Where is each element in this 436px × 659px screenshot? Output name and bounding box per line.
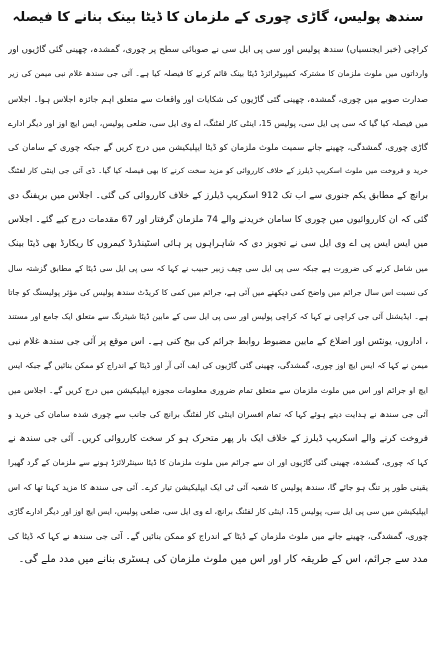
article-line: ہے۔ ایڈیشنل آئی جی کراچی نے کہا کہ کراچی پولیس اور سی پی ایل سی کے مابین ڈیٹا شیئرنگ سے متعلق ایک جامع اور مستند [8,312,428,322]
article-line: گئی کہ ان کارروائیوں میں چوری کا سامان خریدنے والے 74 ملزمان گرفتار اور 67 مقدمات درج کیے گئے۔ اجلاس [8,215,428,226]
article-line: خرید و فروخت میں ملوث اسکریپ ڈیلرز کے خلاف کارروائی کو مزید سخت کرنے کا بھی فیصلہ کیا گیا۔ ڈی آئی جی اینٹی کار لفٹنگ [8,166,428,176]
article-line: ایپلیکیشن میں سی پی ایل سی، پولیس 15، اینٹی کار لفٹنگ برانچ، اے وی ایل سی، ضلعی پولیس، ایس ایچ اوز اور دیگر ادارے گاڑی [8,506,428,516]
article-line: ، اداروں، یونٹس اور اضلاع کے مابین مضبوط روابط جرائم کی بیخ کنی ہے۔ اس موقع پر آئی جی سندھ غلام نبی [8,336,428,347]
article-line: وارداتوں میں ملوث ملزمان کا مشترکہ کمپیوٹرائزڈ ڈیٹا بینک قائم کرنے کا فیصلہ کیا ہے۔ آئی جی سندھ غلام نبی میمن کی زیر [8,69,428,79]
article-line: مدد سے جرائم، اس کے طریقہ کار اور اس میں ملوث ملزمان کی ہسٹری بنانے میں مدد ملے گی۔ [18,554,428,566]
article-line: میں شامل کرنے کی ضرورت ہے جبکہ سی پی ایل سی چیف زبیر حبیب نے کہا کہ سی پی ایل سی ڈیٹا کے مطابق گزشتہ سال [8,263,428,273]
article-line: کراچی (خبر ایجنسیاں) سندھ پولیس اور سی پی ایل سی نے صوبائی سطح پر چوری، گمشدہ، چھینی گئی گاڑیوں اور [8,45,428,55]
article-line: میں ایس ایس پی اے وی ایل سی نے تجویز دی کہ شاہراہوں پر ہائی اسٹینڈرڈ کیمروں کا ریکارڈ بھی ڈیٹا بینک [8,239,428,250]
article-line: فروخت کرنے والے اسکریپ ڈیلرز کے خلاف ایک بار پھر متحرک ہو کر سخت کارروائی کریں۔ آئی جی سندھ نے [8,433,428,444]
article-line: ایچ او جرائم اور اس میں ملوث ملزمان سے متعلق تمام ضروری معلومات مجوزہ ایپلیکیشن میں درج کریں گے۔ اجلاس میں [8,385,428,396]
article-line: میمن نے کہا کہ ایس ایچ اوز چوری، گمشدگی، چھینی گئی گاڑیوں کی ایف آئی آر اور ڈیٹا کے اندراج کو ممکن بنائیں گے جبکہ ایس [8,360,428,370]
article-line: میں فیصلہ کیا گیا کہ سی پی ایل سی، پولیس 15، اینٹی کار لفٹنگ، اے وی ایل سی، ضلعی پولیس، ایس ایچ اوز اور دیگر ادارے [8,117,428,128]
article-line: صدارت صوبے میں چوری، گمشدہ، چھینی گئی گاڑیوں کی شکایات اور واقعات سے متعلق اہم جائزہ اجلاس ہوا۔ اجلاس [8,93,428,104]
article-headline: سندھ پولیس، گاڑی چوری کے ملزمان کا ڈیٹا بینک بنانے کا فیصلہ [12,10,424,25]
article-body [8,38,428,573]
article-line: کی نسبت اس سال جرائم میں واضح کمی دیکھنے میں آئی ہے، جرائم میں کمی کا کریڈٹ سندھ پولیس کی مؤثر پولیسنگ کو جاتا [8,287,428,297]
article-line: کہا کہ چوری، گمشدہ، چھینی گئی گاڑیوں اور ان سے جرائم میں ملوث ملزمان کا ڈیٹا سینٹرلائزڈ ہونے سے ملزمان کے گرد گھیرا [8,458,428,468]
article-line: برانچ کے مطابق یکم جنوری سے اب تک 912 اسکریپ ڈیلرز کے خلاف کارروائی کی گئی۔ اجلاس میں بریفنگ دی [8,190,428,201]
article-line: چوری، گمشدگی، چھینے جانے میں ملوث ملزمان کے ڈیٹا کے اندراج کو ممکن بنائیں گے۔ آئی جی سندھ نے کہا کہ ڈیٹا کی [8,530,428,541]
article-line: آئی جی سندھ نے ہدایت دیتے ہوئے کہا کہ تمام افسران اینٹی کار لفٹنگ برانچ کی جانب سے چوری شدہ سامان کی خرید و [8,409,428,420]
article-line: گاڑی چوری، گمشدگی، چھینے جانے سمیت ملوث ملزمان کو ڈیٹا ایپلیکیشن میں درج کریں گے جبکہ چوری کے سامان کی [8,142,428,153]
article-line: یقینی طور پر تنگ ہو جائے گا، سندھ پولیس کا شعبہ آئی ٹی ایک ایپلیکیشن تیار کرے۔ آئی جی سندھ کا مزید کہنا تھا کہ اس [8,482,428,493]
